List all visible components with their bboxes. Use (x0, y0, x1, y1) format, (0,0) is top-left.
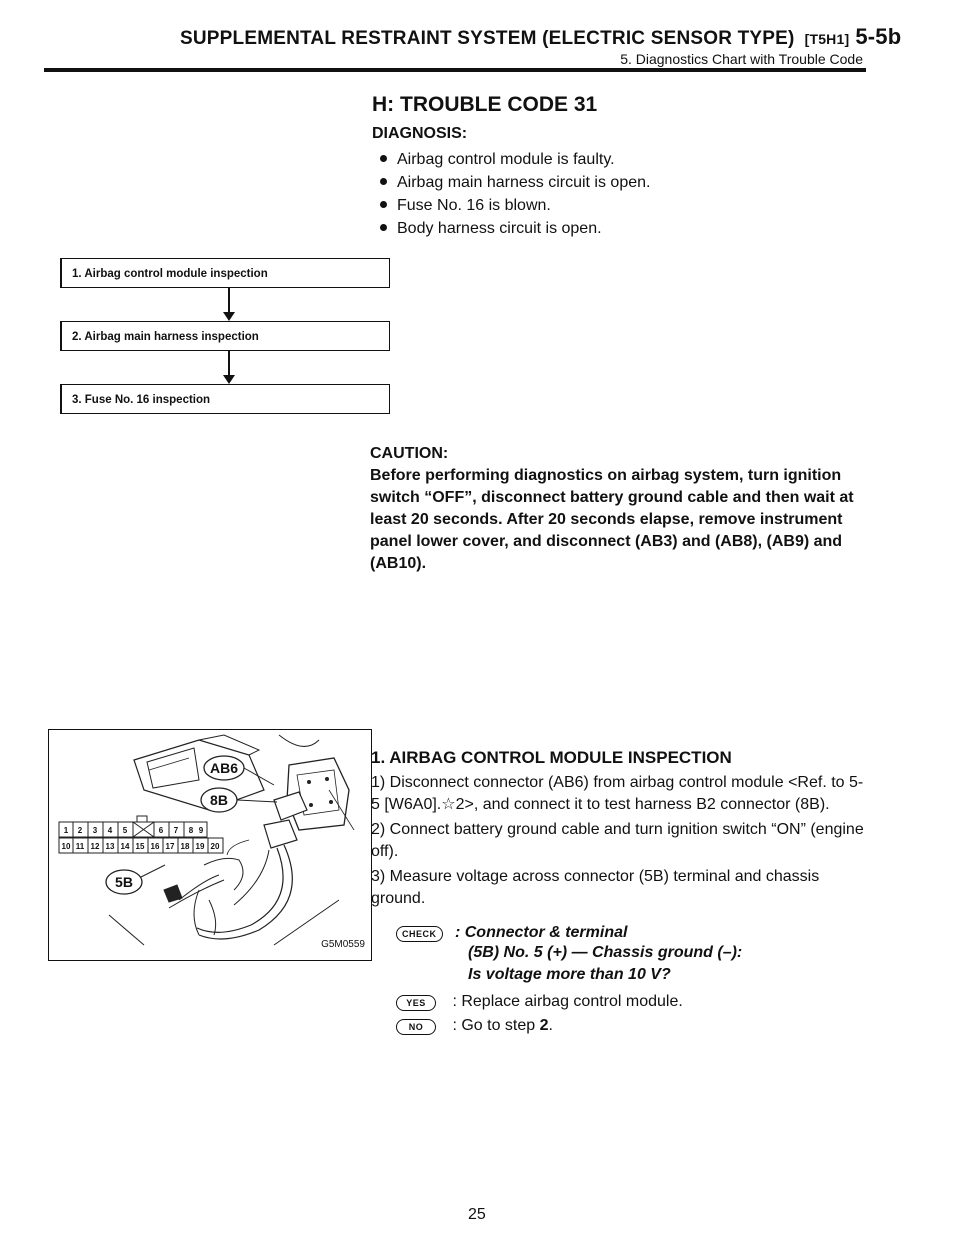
diagnosis-list (372, 148, 650, 240)
terminal-8: 8 (188, 826, 194, 835)
terminal-5: 5 (122, 826, 128, 835)
caution-text: Before performing diagnostics on airbag system, turn ignition switch “OFF”, disconnect battery ground cable and then wait at least 20 seconds. After 20 seconds elapse, remove instrument panel lower cover, and disconnect (AB3) and (AB8), (AB9) and (AB10). (370, 467, 854, 572)
page-header-title (180, 24, 901, 50)
bullet-icon (380, 155, 387, 162)
diagnosis-item: Fuse No. 16 is blown. (372, 194, 650, 217)
diagnosis-item: Airbag control module is faulty. (372, 148, 650, 171)
check-badge-icon: CHECK (396, 926, 443, 942)
terminal-1: 1 (63, 826, 69, 835)
page-number: 25 (468, 1206, 486, 1223)
terminal-20: 20 (210, 842, 220, 851)
diagnosis-label: DIAGNOSIS: (372, 125, 468, 142)
terminal-2: 2 (77, 826, 83, 835)
header-code: [T5H1] (804, 31, 850, 47)
terminal-9: 9 (198, 826, 204, 835)
bullet-icon (380, 201, 387, 208)
flowchart-box-1: 1. Airbag control module inspection (60, 258, 390, 288)
terminal-15: 15 (135, 842, 145, 851)
terminal-18: 18 (180, 842, 190, 851)
terminal-6: 6 (158, 826, 164, 835)
terminal-16: 16 (150, 842, 160, 851)
yes-row (396, 993, 683, 1011)
terminal-4: 4 (107, 826, 113, 835)
bullet-icon (380, 224, 387, 231)
bullet-icon (380, 178, 387, 185)
terminal-7: 7 (173, 826, 179, 835)
yes-badge-icon: YES (396, 995, 436, 1011)
no-text-end: . (548, 1017, 553, 1034)
inspection-step-3: 3) Measure voltage across connector (5B) terminal and chassis ground. (371, 868, 820, 907)
terminal-19: 19 (195, 842, 205, 851)
terminal-13: 13 (105, 842, 115, 851)
terminal-17: 17 (165, 842, 175, 851)
connector-figure (48, 729, 372, 961)
label-5b: 5B (115, 874, 133, 890)
header-section: 5-5b (855, 24, 902, 49)
trouble-code-title: H: TROUBLE CODE 31 (372, 93, 598, 116)
inspection-title: 1. AIRBAG CONTROL MODULE INSPECTION (371, 748, 732, 767)
header-title-text: SUPPLEMENTAL RESTRAINT SYSTEM (ELECTRIC SENSOR TYPE) (180, 28, 795, 49)
inspection-steps (371, 772, 865, 913)
diagnosis-item: Body harness circuit is open. (372, 217, 650, 240)
no-step-number: 2 (539, 1017, 549, 1034)
flowchart-box-3: 3. Fuse No. 16 inspection (60, 384, 390, 414)
flowchart-box-2: 2. Airbag main harness inspection (60, 321, 390, 351)
inspection-step-2: 2) Connect battery ground cable and turn ignition switch “ON” (engine off). (371, 821, 864, 860)
check-line-2: (5B) No. 5 (+) — Chassis ground (–): (468, 944, 743, 961)
caution-block (370, 443, 870, 575)
inspection-step-1: 1) Disconnect connector (AB6) from airbag control module <Ref. to 5-5 [W6A0].☆2>, and connect it to test harness B2 connector (8B). (371, 774, 864, 813)
caution-label: CAUTION: (370, 445, 449, 462)
header-rule (44, 68, 866, 72)
connector-illustration (49, 730, 371, 960)
terminal-14: 14 (120, 842, 130, 851)
check-line-3: Is voltage more than 10 V? (468, 966, 671, 983)
flow-arrow-head-icon (223, 312, 235, 321)
no-badge-icon: NO (396, 1019, 436, 1035)
terminal-10: 10 (61, 842, 71, 851)
header-subtitle: 5. Diagnostics Chart with Trouble Code (620, 51, 863, 67)
no-row (396, 1017, 553, 1035)
flow-arrow-head-icon (223, 375, 235, 384)
yes-text: : Replace airbag control module. (452, 993, 683, 1010)
terminal-12: 12 (90, 842, 100, 851)
figure-code: G5M0559 (321, 939, 365, 950)
terminal-11: 11 (75, 842, 85, 851)
label-8b: 8B (210, 792, 228, 808)
no-text: : Go to step (452, 1017, 536, 1034)
terminal-3: 3 (92, 826, 98, 835)
check-row (396, 922, 627, 943)
diagnosis-item: Airbag main harness circuit is open. (372, 171, 650, 194)
label-ab6: AB6 (209, 760, 239, 776)
check-line-1: : Connector & terminal (454, 924, 628, 941)
